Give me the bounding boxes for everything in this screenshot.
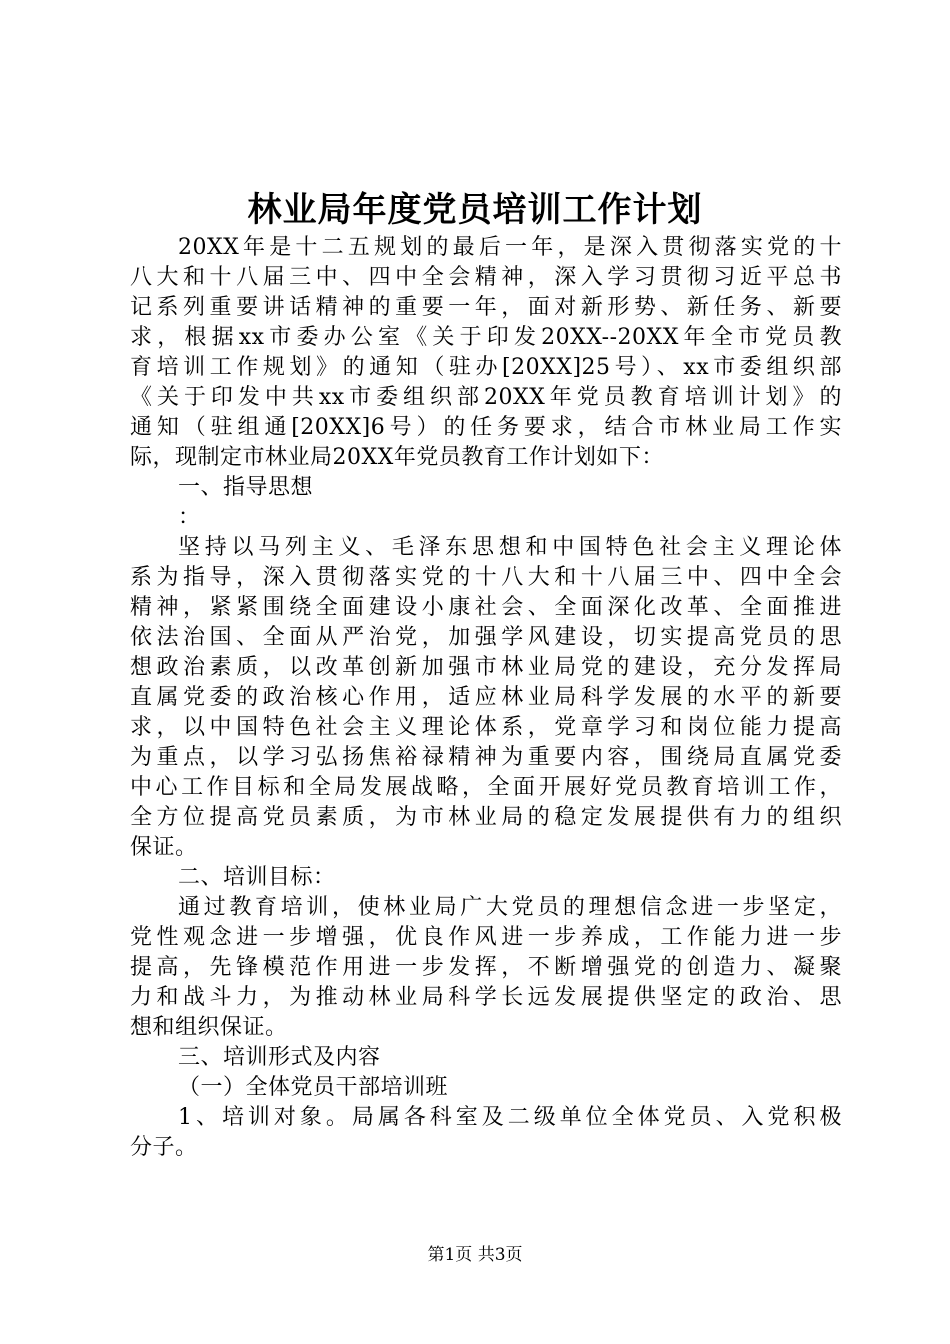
document-body: [130, 233, 842, 1163]
text-line: 通过教育培训，使林业局广大党员的理想信念进一步坚定，: [178, 895, 842, 920]
text-line: 一、指导思想: [178, 475, 314, 500]
text-line: 通知（驻组通[20XX]6号）的任务要求，结合市林业局工作实: [130, 415, 842, 440]
text-line: 三、培训形式及内容: [178, 1045, 381, 1070]
text-line: 为重点，以学习弘扬焦裕禄精神为重要内容，围绕局直属党委: [130, 745, 842, 770]
text-line: （一）全体党员干部培训班: [178, 1075, 449, 1100]
text-line: 直属党委的政治核心作用，适应林业局科学发展的水平的新要: [130, 685, 842, 710]
text-line: 党性观念进一步增强，优良作风进一步养成，工作能力进一步: [130, 925, 842, 950]
text-line: 力和战斗力，为推动林业局科学长远发展提供坚定的政治、思: [130, 985, 842, 1010]
text-line: 二、培训目标：: [178, 865, 336, 890]
text-line: 全方位提高党员素质，为市林业局的稳定发展提供有力的组织: [130, 805, 842, 830]
text-line: 依法治国、全面从严治党，加强学风建设，切实提高党员的思: [130, 625, 842, 650]
text-line: 想政治素质，以改革创新加强市林业局党的建设，充分发挥局: [130, 655, 842, 680]
text-line: 求，以中国特色社会主义理论体系，党章学习和岗位能力提高: [130, 715, 842, 740]
text-line: 求，根据xx市委办公室《关于印发20XX--20XX年全市党员教: [130, 325, 842, 350]
text-line: 育培训工作规划》的通知（驻办[20XX]25号）、xx市委组织部: [130, 355, 842, 380]
text-line: 中心工作目标和全局发展战略，全面开展好党员教育培训工作，: [130, 775, 842, 800]
text-line: 精神，紧紧围绕全面建设小康社会、全面深化改革、全面推进: [130, 595, 842, 620]
text-line: 1、培训对象。局属各科室及二级单位全体党员、入党积极: [178, 1105, 842, 1130]
text-line: ：: [178, 505, 201, 530]
page-footer: 第1页 共3页: [427, 1245, 523, 1265]
text-line: 20XX年是十二五规划的最后一年，是深入贯彻落实党的十: [178, 235, 842, 260]
text-line: 《关于印发中共xx市委组织部20XX年党员教育培训计划》的: [130, 385, 842, 410]
text-line: 提高，先锋模范作用进一步发挥，不断增强党的创造力、凝聚: [130, 955, 842, 980]
text-line: 际，现制定市林业局20XX年党员教育工作计划如下：: [130, 445, 664, 470]
text-line: 坚持以马列主义、毛泽东思想和中国特色社会主义理论体: [178, 535, 842, 560]
text-line: 系为指导，深入贯彻落实党的十八大和十八届三中、四中全会: [130, 565, 842, 590]
document-title: 林业局年度党员培训工作计划: [247, 190, 703, 230]
text-line: 想和组织保证。: [130, 1015, 288, 1040]
text-line: 八大和十八届三中、四中全会精神，深入学习贯彻习近平总书: [130, 265, 842, 290]
text-line: 分子。: [130, 1135, 198, 1160]
text-line: 记系列重要讲话精神的重要一年，面对新形势、新任务、新要: [130, 295, 842, 320]
text-line: 保证。: [130, 835, 198, 860]
